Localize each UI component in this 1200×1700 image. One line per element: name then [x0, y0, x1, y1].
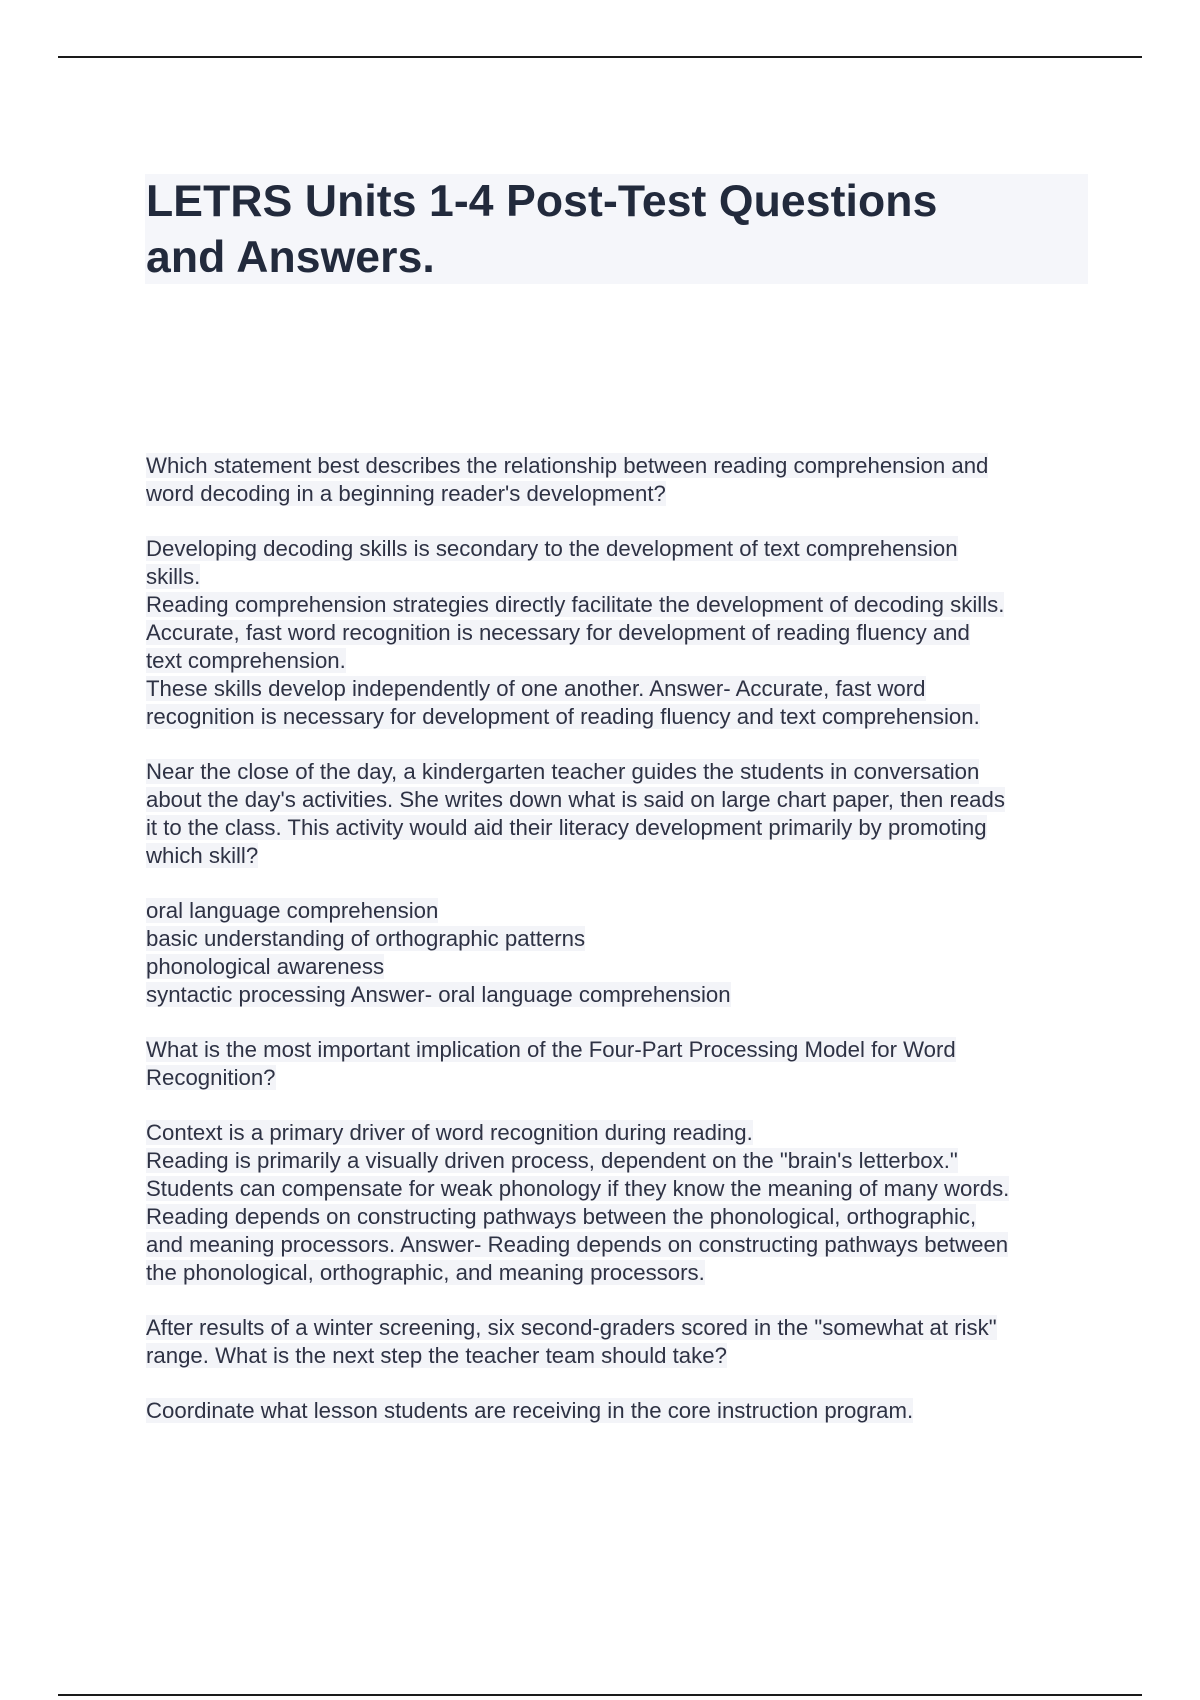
title-line-2: and Answers.	[146, 233, 435, 282]
q2-question-line: which skill?	[146, 843, 259, 868]
q3-line: and meaning processors. Answer- Reading depends on constructing pathways between	[146, 1232, 1009, 1257]
question-2-text	[146, 758, 1106, 870]
q2-line: oral language comprehension	[146, 898, 439, 923]
q1-line: Accurate, fast word recognition is necessary for development of reading fluency and	[146, 620, 970, 645]
q2-line: syntactic processing Answer- oral language comprehension	[146, 982, 731, 1007]
q2-line: basic understanding of orthographic patterns	[146, 926, 586, 951]
q1-line: text comprehension.	[146, 648, 346, 673]
q2-question-line: about the day's activities. She writes down what is said on large chart paper, then reads	[146, 787, 1005, 812]
q4-question-line: range. What is the next step the teacher team should take?	[146, 1343, 727, 1368]
question-1-line-2: word decoding in a beginning reader's development?	[146, 481, 666, 506]
q3-question-line: Recognition?	[146, 1065, 276, 1090]
top-rule	[58, 56, 1142, 58]
title-line-1: LETRS Units 1-4 Post-Test Questions	[146, 177, 938, 226]
q2-line: phonological awareness	[146, 954, 385, 979]
q1-line: Developing decoding skills is secondary to the development of text comprehension	[146, 536, 958, 561]
q3-line: Context is a primary driver of word recognition during reading.	[146, 1120, 753, 1145]
q4-line: Coordinate what lesson students are receiving in the core instruction program.	[146, 1398, 914, 1423]
document-body	[146, 452, 1106, 1425]
q2-question-line: it to the class. This activity would aid their literacy development primarily by promoting	[146, 815, 987, 840]
question-3-text	[146, 1036, 1106, 1092]
question-1-line-1: Which statement best describes the relationship between reading comprehension and	[146, 453, 989, 478]
question-2-options	[146, 897, 1106, 1009]
q1-line: skills.	[146, 564, 201, 589]
question-1-options	[146, 535, 1106, 731]
question-3-options	[146, 1119, 1106, 1287]
q1-line: These skills develop independently of one another. Answer- Accurate, fast word	[146, 676, 926, 701]
question-4-text	[146, 1314, 1106, 1370]
q2-question-line: Near the close of the day, a kindergarten teacher guides the students in conversation	[146, 759, 980, 784]
question-1-text	[146, 452, 1106, 508]
q3-line: Reading is primarily a visually driven process, dependent on the "brain's letterbox."	[146, 1148, 958, 1173]
question-4-options	[146, 1397, 1106, 1425]
q1-line: recognition is necessary for development of reading fluency and text comprehension.	[146, 704, 980, 729]
title-block	[145, 174, 1088, 284]
q3-line: Reading depends on constructing pathways between the phonological, orthographic,	[146, 1204, 977, 1229]
page-title	[145, 174, 1088, 286]
q3-question-line: What is the most important implication of the Four-Part Processing Model for Word	[146, 1037, 956, 1062]
q3-line: Students can compensate for weak phonology if they know the meaning of many words.	[146, 1176, 1010, 1201]
bottom-rule	[58, 1694, 1142, 1696]
q4-question-line: After results of a winter screening, six second-graders scored in the "somewhat at risk"	[146, 1315, 997, 1340]
q3-line: the phonological, orthographic, and meaning processors.	[146, 1260, 705, 1285]
q1-line: Reading comprehension strategies directly facilitate the development of decoding skills.	[146, 592, 1005, 617]
